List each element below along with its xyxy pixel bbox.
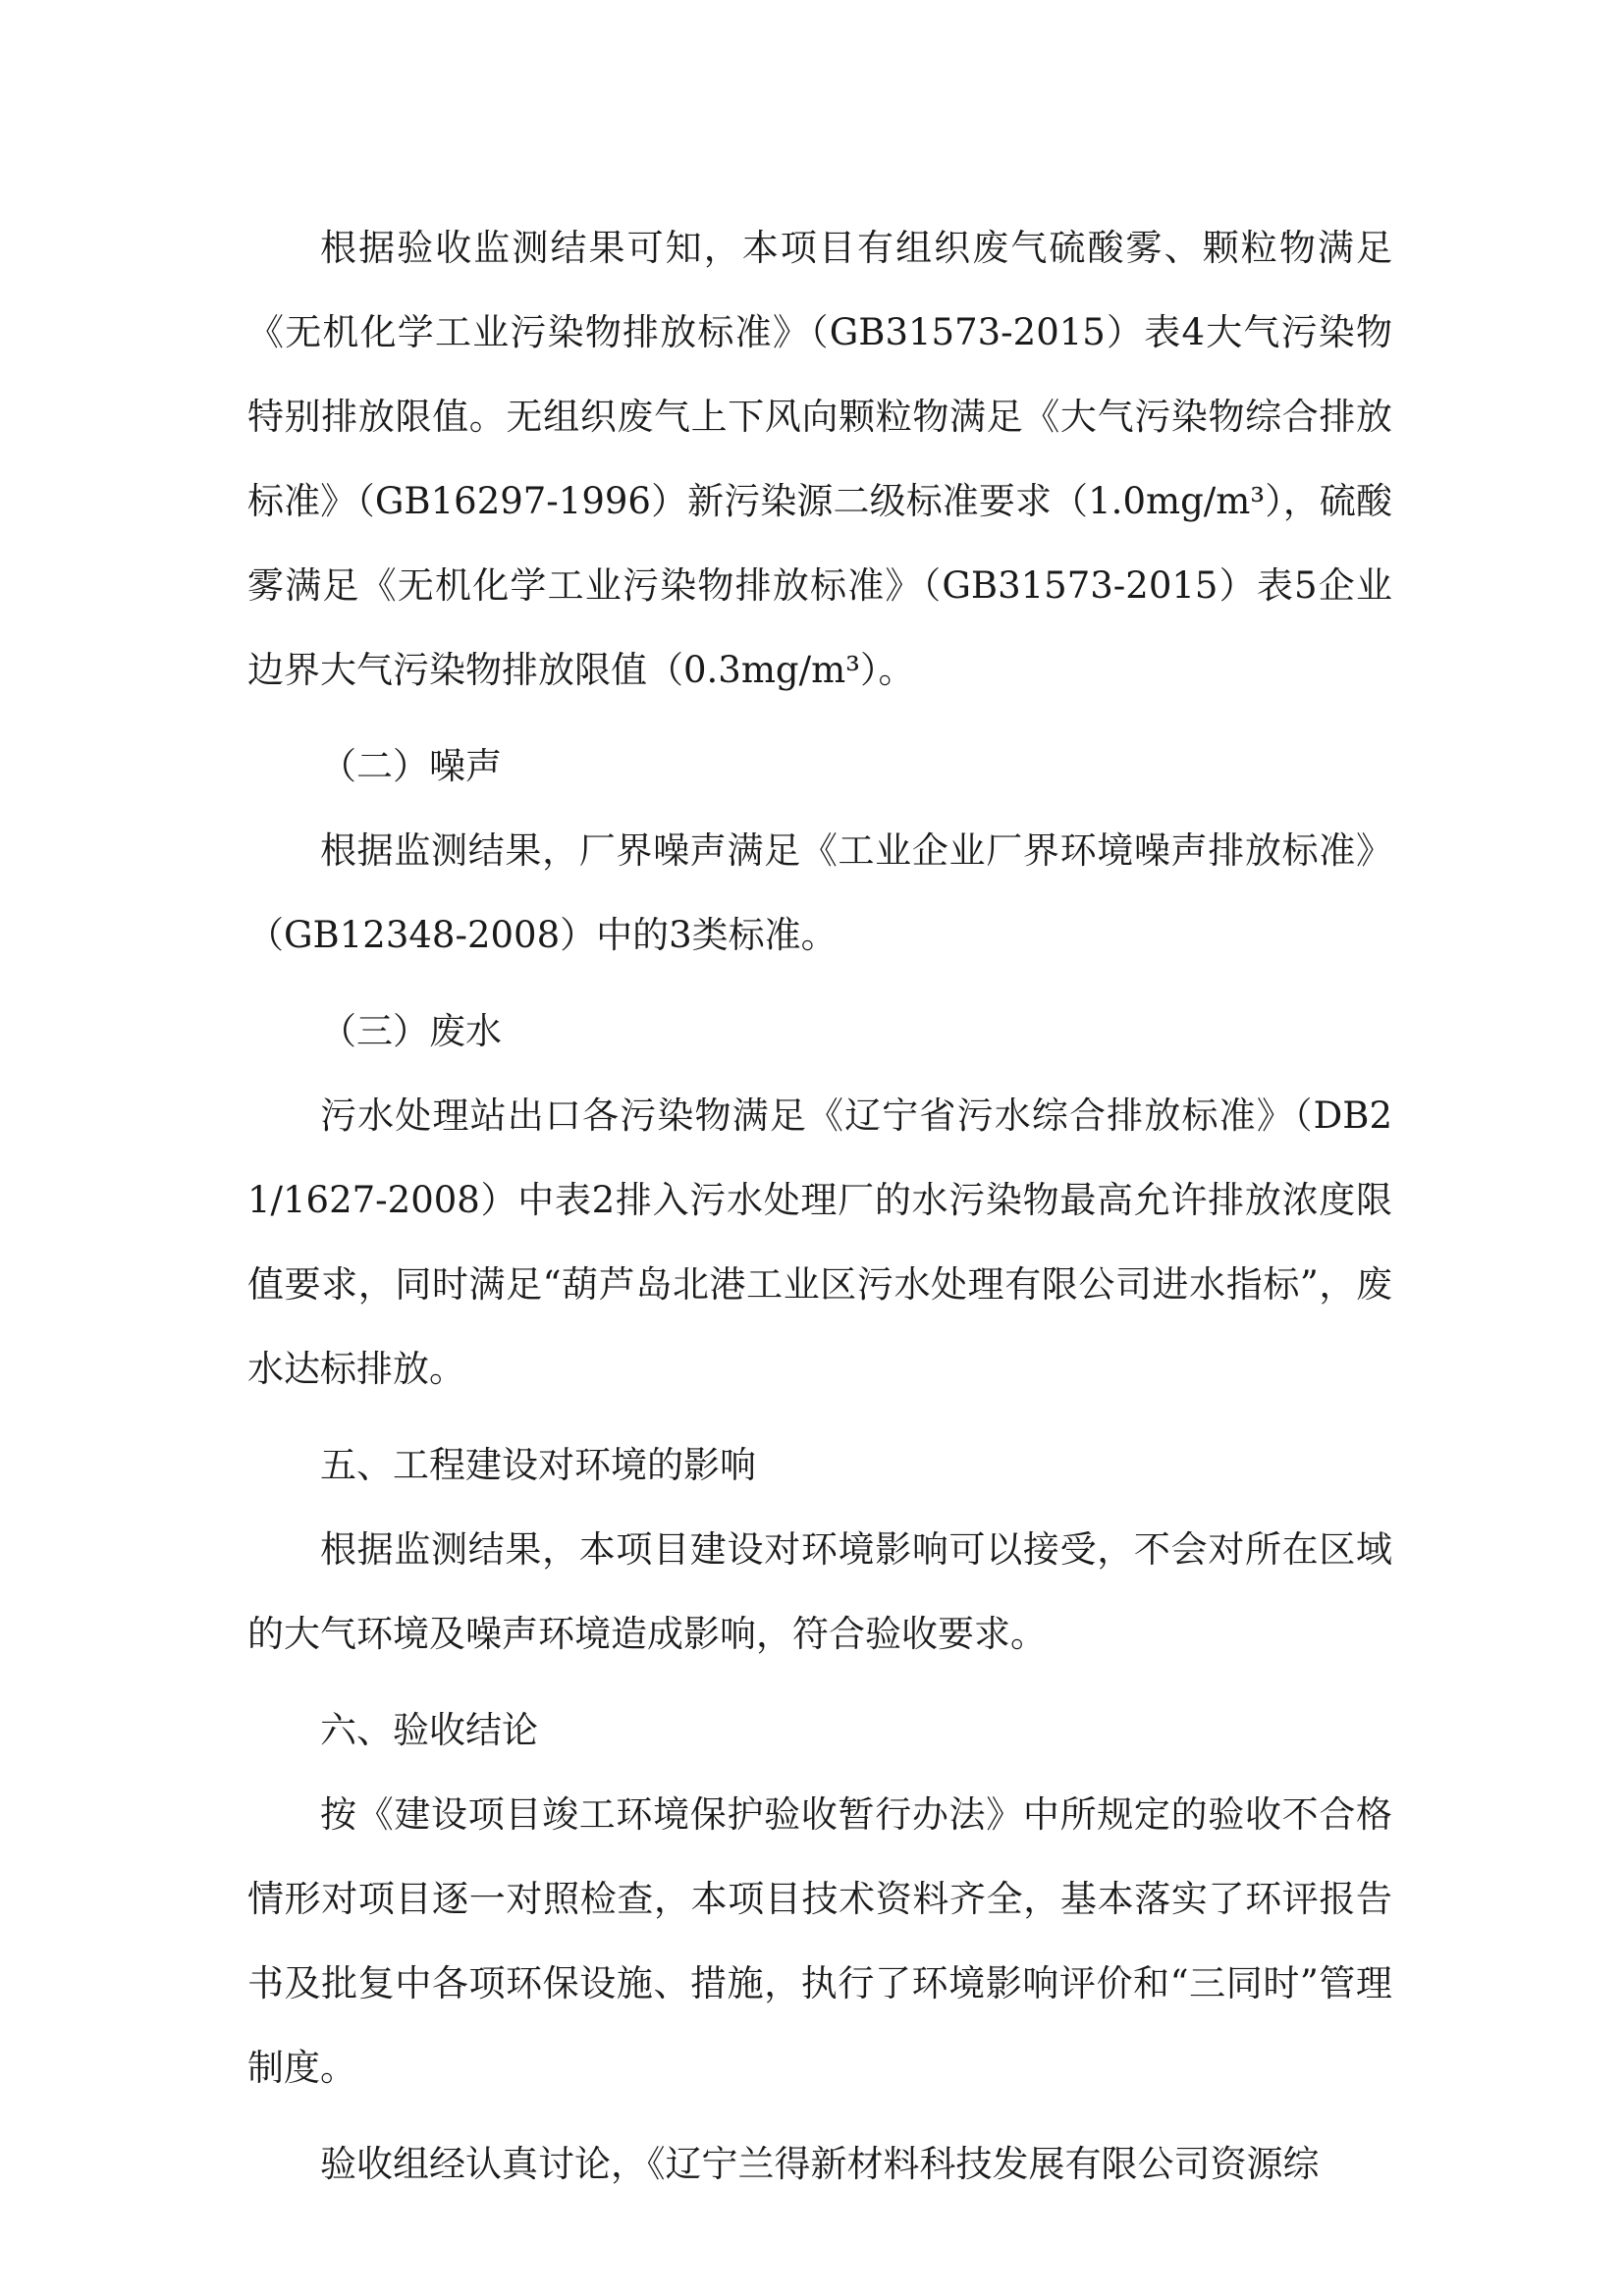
paragraph-environment-impact: 根据监测结果，本项目建设对环境影响可以接受，不会对所在区域的大气环境及噪声环境造成影响，符合验收要求。 [247,1528,1392,1655]
paragraph-acceptance-conclusion: 按《建设项目竣工环境保护验收暂行办法》中所规定的验收不合格情形对项目逐一对照检查，本项目技术资料齐全，基本落实了环评报告书及批复中各项环保设施、措施，执行了环境影响评价和“三同时”管理制度。 [247,1793,1392,2089]
paragraph-wastewater-results: 污水处理站出口各污染物满足《辽宁省污水综合排放标准》（DB21/1627-2008）中表2排入污水处理厂的水污染物最高允许排放浓度限值要求，同时满足“葫芦岛北港工业区污水处理有限公司进水指标”，废水达标排放。 [247,1095,1392,1390]
heading-wastewater: （三）废水 [320,1010,502,1052]
heading-environment-impact: 五、工程建设对环境的影响 [320,1444,756,1486]
heading-noise: （二）噪声 [320,745,502,787]
paragraph-noise-results: 根据监测结果，厂界噪声满足《工业企业厂界环境噪声排放标准》（GB12348-2008）中的3类标准。 [247,829,1392,956]
paragraph-air-results: 根据验收监测结果可知，本项目有组织废气硫酸雾、颗粒物满足《无机化学工业污染物排放标准》（GB31573-2015）表4大气污染物特别排放限值。无组织废气上下风向颗粒物满足《大气污染物综合排放标准》（GB16297-1996）新污染源二级标准要求（1.0mg/m³），硫酸雾满足《无机化学工业污染物排放标准》（GB31573-2015）表5企业边界大气污染物排放限值（0.3mg/m³）。 [247,227,1392,691]
paragraph-discussion: 验收组经认真讨论，《辽宁兰得新材料科技发展有限公司资源综 [320,2143,1320,2185]
heading-acceptance-conclusion: 六、验收结论 [320,1709,538,1751]
